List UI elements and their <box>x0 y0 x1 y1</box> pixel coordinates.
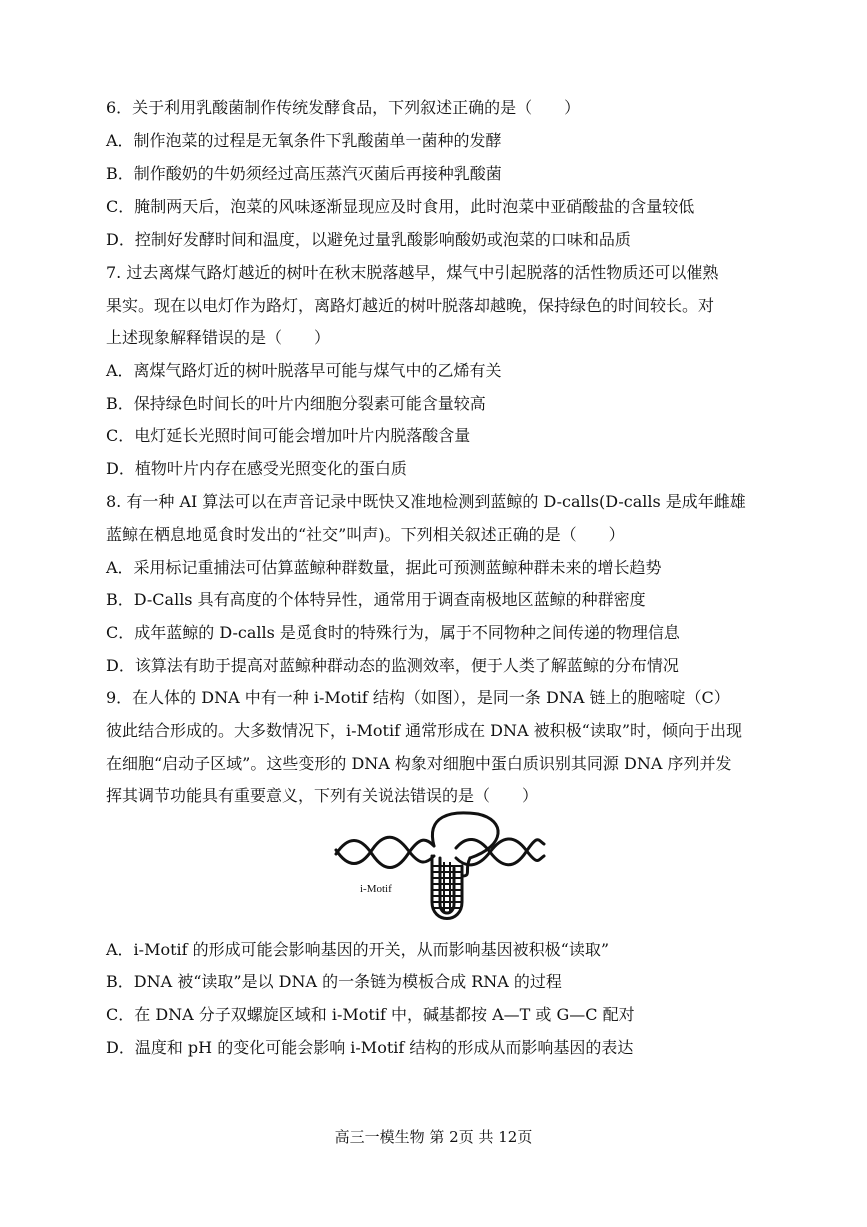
q8-option-b: B．D-Calls 具有高度的个体特异性，通常用于调查南极地区蓝鲸的种群密度 <box>106 590 646 609</box>
q6-stem: 6．关于利用乳酸菌制作传统发酵食品，下列叙述正确的是（ ） <box>106 98 581 117</box>
q6-option-c: C．腌制两天后，泡菜的风味逐渐显现应及时食用，此时泡菜中亚硝酸盐的含量较低 <box>106 197 695 216</box>
page-footer: 高三一模生物 第 2页 共 12页 <box>334 1128 533 1146</box>
q8-option-c: C．成年蓝鲸的 D-calls 是觅食时的特殊行为，属于不同物种之间传递的物理信息 <box>106 623 680 642</box>
q8-option-d: D．该算法有助于提高对蓝鲸种群动态的监测效率，便于人类了解蓝鲸的分布情况 <box>106 656 679 675</box>
q7-stem-line-3: 上述现象解释错误的是（ ） <box>106 328 331 347</box>
q7-stem-line-1: 7. 过去离煤气路灯越近的树叶在秋末脱落越早，煤气中引起脱落的活性物质还可以催熟 <box>106 263 719 282</box>
figure-label: i-Motif <box>360 883 392 895</box>
q9-stem-line-3: 在细胞“启动子区域”。这些变形的 DNA 构象对细胞中蛋白质识别其同源 DNA 序列并发 <box>106 754 732 773</box>
q8-stem-line-1: 8. 有一种 AI 算法可以在声音记录中既快又准地检测到蓝鲸的 D-calls(D-calls 是成年雌雄 <box>106 492 746 511</box>
q7-option-b: B．保持绿色时间长的叶片内细胞分裂素可能含量较高 <box>106 394 486 413</box>
q9-option-b: B．DNA 被“读取”是以 DNA 的一条链为模板合成 RNA 的过程 <box>106 972 562 991</box>
q9-stem-line-1: 9．在人体的 DNA 中有一种 i-Motif 结构（如图），是同一条 DNA 链上的胞嘧啶（C） <box>106 688 730 707</box>
q9-stem-line-4: 挥其调节功能具有重要意义，下列有关说法错误的是（ ） <box>106 786 539 805</box>
q6-option-a: A．制作泡菜的过程是无氧条件下乳酸菌单一菌种的发酵 <box>106 131 502 150</box>
q9-option-c: C．在 DNA 分子双螺旋区域和 i-Motif 中，碱基都按 A—T 或 G—C 配对 <box>106 1005 635 1024</box>
q7-stem-line-2: 果实。现在以电灯作为路灯，离路灯越近的树叶脱落却越晚，保持绿色的时间较长。对 <box>106 296 715 315</box>
i-motif-figure <box>330 806 550 931</box>
q6-option-d: D．控制好发酵时间和温度，以避免过量乳酸影响酸奶或泡菜的口味和品质 <box>106 230 631 249</box>
q7-option-c: C．电灯延长光照时间可能会增加叶片内脱落酸含量 <box>106 426 471 445</box>
q8-stem-line-2: 蓝鲸在栖息地觅食时发出的“社交”叫声)。下列相关叙述正确的是（ ） <box>106 525 625 544</box>
q9-option-d: D．温度和 pH 的变化可能会影响 i-Motif 结构的形成从而影响基因的表达 <box>106 1038 634 1057</box>
q7-option-a: A．离煤气路灯近的树叶脱落早可能与煤气中的乙烯有关 <box>106 361 502 380</box>
q8-option-a: A．采用标记重捕法可估算蓝鲸种群数量，据此可预测蓝鲸种群未来的增长趋势 <box>106 558 662 577</box>
q9-stem-line-2: 彼此结合形成的。大多数情况下，i-Motif 通常形成在 DNA 被积极“读取”时，倾向于出现 <box>106 721 743 740</box>
q9-option-a: A．i-Motif 的形成可能会影响基因的开关，从而影响基因被积极“读取” <box>106 940 610 959</box>
q7-option-d: D．植物叶片内存在感受光照变化的蛋白质 <box>106 459 407 478</box>
q6-option-b: B．制作酸奶的牛奶须经过高压蒸汽灭菌后再接种乳酸菌 <box>106 164 502 183</box>
